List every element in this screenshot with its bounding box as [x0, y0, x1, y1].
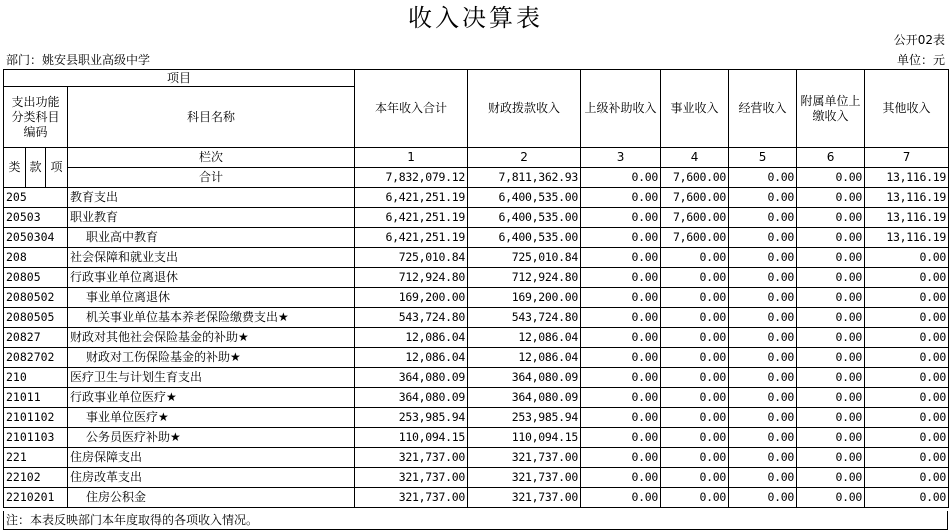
amount-cell: 0.00: [797, 208, 865, 228]
amount-cell: 0.00: [865, 408, 949, 428]
amount-cell: 12,086.04: [468, 328, 581, 348]
function-code-cell: 2101102: [4, 408, 68, 428]
header-subject-name: 科目名称: [68, 87, 355, 148]
form-number: 公开02表: [893, 33, 945, 47]
amount-cell: 6,400,535.00: [468, 228, 581, 248]
amount-cell: 0.00: [661, 328, 729, 348]
amount-cell: 0.00: [581, 408, 661, 428]
function-code-cell: 2050304: [4, 228, 68, 248]
amount-cell: 0.00: [797, 448, 865, 468]
amount-cell: 0.00: [581, 388, 661, 408]
function-code-cell: 2082702: [4, 348, 68, 368]
header-xiang: 项: [46, 148, 68, 188]
amount-cell: 0.00: [797, 468, 865, 488]
amount-cell: 0.00: [865, 468, 949, 488]
amount-cell: 0.00: [729, 488, 797, 508]
function-code-cell: 22102: [4, 468, 68, 488]
amount-cell: 321,737.00: [355, 448, 468, 468]
amount-cell: 0.00: [865, 248, 949, 268]
column-number: 6: [797, 148, 865, 168]
amount-cell: 0.00: [581, 428, 661, 448]
header-lei: 类: [4, 148, 26, 188]
function-code-cell: 208: [4, 248, 68, 268]
header-operating-income: 经营收入: [729, 70, 797, 148]
amount-cell: 364,080.09: [468, 368, 581, 388]
amount-cell: 0.00: [729, 388, 797, 408]
amount-cell: 7,600.00: [661, 208, 729, 228]
total-cell: 7,811,362.93: [468, 168, 581, 188]
amount-cell: 0.00: [729, 288, 797, 308]
amount-cell: 0.00: [797, 388, 865, 408]
header-business-income: 事业收入: [661, 70, 729, 148]
subject-name-cell: 社会保障和就业支出: [68, 248, 355, 268]
subject-name-cell: 财政对其他社会保险基金的补助★: [68, 328, 355, 348]
subject-name-cell: 机关事业单位基本养老保险缴费支出★: [68, 308, 355, 328]
amount-cell: 0.00: [729, 468, 797, 488]
header-function-code: 支出功能分类科目编码: [4, 87, 68, 148]
amount-cell: 321,737.00: [468, 488, 581, 508]
amount-cell: 13,116.19: [865, 228, 949, 248]
amount-cell: 0.00: [661, 368, 729, 388]
amount-cell: 364,080.09: [355, 388, 468, 408]
amount-cell: 0.00: [581, 268, 661, 288]
amount-cell: 0.00: [661, 488, 729, 508]
amount-cell: 0.00: [729, 408, 797, 428]
amount-cell: 0.00: [865, 448, 949, 468]
amount-cell: 0.00: [661, 348, 729, 368]
amount-cell: 0.00: [865, 388, 949, 408]
table-note: 注：本表反映部门本年度取得的各项收入情况。: [3, 511, 948, 530]
amount-cell: 6,400,535.00: [468, 188, 581, 208]
table-row: [4, 268, 949, 288]
function-code-cell: 2080502: [4, 288, 68, 308]
subject-name-cell: 医疗卫生与计划生育支出: [68, 368, 355, 388]
header-fiscal-income: 财政拨款收入: [468, 70, 581, 148]
amount-cell: 0.00: [797, 488, 865, 508]
income-final-accounts-table: [3, 69, 949, 508]
amount-cell: 0.00: [797, 428, 865, 448]
amount-cell: 110,094.15: [355, 428, 468, 448]
amount-cell: 0.00: [797, 348, 865, 368]
function-code-cell: 210: [4, 368, 68, 388]
total-cell: 0.00: [581, 168, 661, 188]
total-cell: 0.00: [797, 168, 865, 188]
total-cell: 7,600.00: [661, 168, 729, 188]
column-number: 7: [865, 148, 949, 168]
amount-cell: 0.00: [797, 308, 865, 328]
amount-cell: 0.00: [797, 408, 865, 428]
amount-cell: 0.00: [581, 488, 661, 508]
amount-cell: 0.00: [661, 468, 729, 488]
amount-cell: 364,080.09: [355, 368, 468, 388]
total-cell: 0.00: [729, 168, 797, 188]
table-row: [4, 388, 949, 408]
column-number-label: 栏次: [68, 148, 355, 168]
amount-cell: 0.00: [729, 228, 797, 248]
report-title: 收入决算表: [408, 4, 543, 32]
amount-cell: 0.00: [729, 248, 797, 268]
amount-cell: 6,421,251.19: [355, 208, 468, 228]
amount-cell: 0.00: [581, 228, 661, 248]
amount-cell: 110,094.15: [468, 428, 581, 448]
function-code-cell: 20503: [4, 208, 68, 228]
column-number: 4: [661, 148, 729, 168]
amount-cell: 0.00: [865, 488, 949, 508]
function-code-cell: 2210201: [4, 488, 68, 508]
amount-cell: 0.00: [865, 308, 949, 328]
table-row: [4, 208, 949, 228]
function-code-cell: 21011: [4, 388, 68, 408]
amount-cell: 0.00: [865, 288, 949, 308]
subject-name-cell: 公务员医疗补助★: [68, 428, 355, 448]
amount-cell: 0.00: [661, 448, 729, 468]
table-row: [4, 428, 949, 448]
amount-cell: 0.00: [581, 208, 661, 228]
subject-name-cell: 职业高中教育: [68, 228, 355, 248]
header-superior-subsidy: 上级补助收入: [581, 70, 661, 148]
subject-name-cell: 行政事业单位医疗★: [68, 388, 355, 408]
column-number: 2: [468, 148, 581, 168]
table-row: [4, 408, 949, 428]
amount-cell: 0.00: [661, 308, 729, 328]
amount-cell: 0.00: [661, 408, 729, 428]
subject-name-cell: 事业单位医疗★: [68, 408, 355, 428]
amount-cell: 7,600.00: [661, 188, 729, 208]
subject-name-cell: 职业教育: [68, 208, 355, 228]
amount-cell: 0.00: [729, 328, 797, 348]
header-other-income: 其他收入: [865, 70, 949, 148]
amount-cell: 0.00: [581, 348, 661, 368]
amount-cell: 0.00: [661, 248, 729, 268]
subject-name-cell: 财政对工伤保险基金的补助★: [68, 348, 355, 368]
function-code-cell: 205: [4, 188, 68, 208]
amount-cell: 321,737.00: [355, 488, 468, 508]
header-kuan: 款: [26, 148, 46, 188]
amount-cell: 0.00: [729, 428, 797, 448]
amount-cell: 6,421,251.19: [355, 188, 468, 208]
function-code-cell: 2080505: [4, 308, 68, 328]
amount-cell: 0.00: [729, 448, 797, 468]
amount-cell: 0.00: [797, 228, 865, 248]
amount-cell: 13,116.19: [865, 188, 949, 208]
amount-cell: 12,086.04: [468, 348, 581, 368]
amount-cell: 0.00: [865, 428, 949, 448]
amount-cell: 0.00: [661, 268, 729, 288]
function-code-cell: 20827: [4, 328, 68, 348]
amount-cell: 712,924.80: [355, 268, 468, 288]
amount-cell: 169,200.00: [355, 288, 468, 308]
amount-cell: 12,086.04: [355, 348, 468, 368]
total-row-label: 合计: [68, 168, 355, 188]
amount-cell: 0.00: [729, 368, 797, 388]
table-row: [4, 328, 949, 348]
table-row: [4, 188, 949, 208]
amount-cell: 0.00: [797, 268, 865, 288]
amount-cell: 0.00: [797, 288, 865, 308]
header-total-income: 本年收入合计: [355, 70, 468, 148]
function-code-cell: 2101103: [4, 428, 68, 448]
table-row: [4, 288, 949, 308]
amount-cell: 0.00: [865, 268, 949, 288]
table-body: [4, 188, 949, 508]
table-row: [4, 348, 949, 368]
table-row: [4, 488, 949, 508]
amount-cell: 725,010.84: [468, 248, 581, 268]
amount-cell: 0.00: [797, 188, 865, 208]
subject-name-cell: 住房保障支出: [68, 448, 355, 468]
amount-cell: 543,724.80: [468, 308, 581, 328]
amount-cell: 0.00: [661, 388, 729, 408]
amount-cell: 169,200.00: [468, 288, 581, 308]
department-label: 部门：姚安县职业高级中学: [6, 53, 151, 67]
table-row: [4, 368, 949, 388]
amount-cell: 12,086.04: [355, 328, 468, 348]
subject-name-cell: 教育支出: [68, 188, 355, 208]
amount-cell: 725,010.84: [355, 248, 468, 268]
subject-name-cell: 事业单位离退休: [68, 288, 355, 308]
amount-cell: 0.00: [729, 268, 797, 288]
amount-cell: 0.00: [581, 328, 661, 348]
amount-cell: 0.00: [581, 188, 661, 208]
amount-cell: 0.00: [865, 348, 949, 368]
amount-cell: 712,924.80: [468, 268, 581, 288]
amount-cell: 0.00: [581, 248, 661, 268]
amount-cell: 0.00: [729, 348, 797, 368]
amount-cell: 0.00: [865, 368, 949, 388]
amount-cell: 0.00: [581, 448, 661, 468]
amount-cell: 0.00: [797, 368, 865, 388]
total-cell: 7,832,079.12: [355, 168, 468, 188]
amount-cell: 543,724.80: [355, 308, 468, 328]
amount-cell: 0.00: [581, 288, 661, 308]
table-row: [4, 228, 949, 248]
amount-cell: 0.00: [581, 368, 661, 388]
column-number: 5: [729, 148, 797, 168]
amount-cell: 0.00: [865, 328, 949, 348]
amount-cell: 0.00: [729, 308, 797, 328]
amount-cell: 0.00: [797, 328, 865, 348]
amount-cell: 6,421,251.19: [355, 228, 468, 248]
table-row: [4, 248, 949, 268]
amount-cell: 0.00: [661, 288, 729, 308]
subject-name-cell: 行政事业单位离退休: [68, 268, 355, 288]
function-code-cell: 221: [4, 448, 68, 468]
amount-cell: 0.00: [729, 208, 797, 228]
function-code-cell: 20805: [4, 268, 68, 288]
amount-cell: 364,080.09: [468, 388, 581, 408]
amount-cell: 321,737.00: [468, 468, 581, 488]
amount-cell: 0.00: [581, 308, 661, 328]
table-row: [4, 448, 949, 468]
column-number: 3: [581, 148, 661, 168]
amount-cell: 0.00: [581, 468, 661, 488]
amount-cell: 321,737.00: [355, 468, 468, 488]
unit-label: 单位：元: [896, 53, 945, 67]
amount-cell: 13,116.19: [865, 208, 949, 228]
subject-name-cell: 住房改革支出: [68, 468, 355, 488]
header-project: 项目: [4, 70, 355, 87]
table-row: [4, 308, 949, 328]
amount-cell: 7,600.00: [661, 228, 729, 248]
amount-cell: 321,737.00: [468, 448, 581, 468]
amount-cell: 6,400,535.00: [468, 208, 581, 228]
amount-cell: 253,985.94: [468, 408, 581, 428]
table-row: [4, 468, 949, 488]
header-affiliated-income: 附属单位上缴收入: [797, 70, 865, 148]
amount-cell: 253,985.94: [355, 408, 468, 428]
amount-cell: 0.00: [661, 428, 729, 448]
total-cell: 13,116.19: [865, 168, 949, 188]
column-number: 1: [355, 148, 468, 168]
amount-cell: 0.00: [797, 248, 865, 268]
subject-name-cell: 住房公积金: [68, 488, 355, 508]
amount-cell: 0.00: [729, 188, 797, 208]
